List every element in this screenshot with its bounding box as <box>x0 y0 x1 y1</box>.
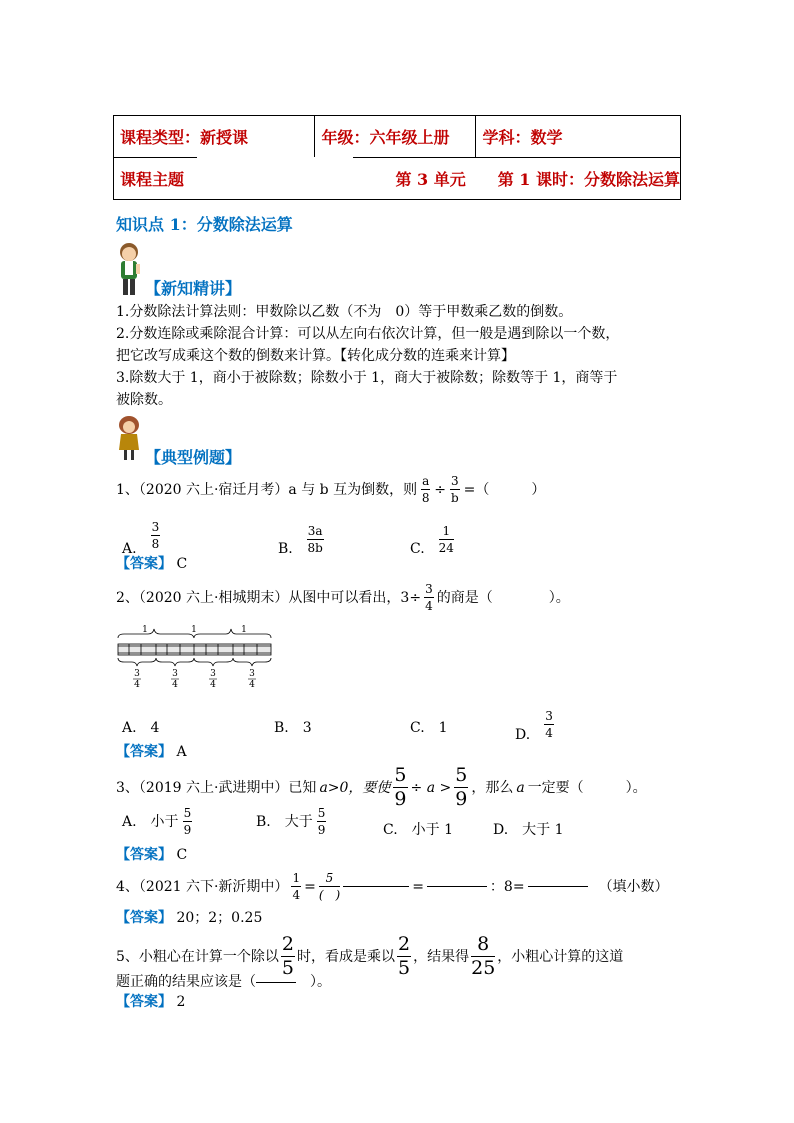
fig-bottom-num-2: 3 <box>172 669 178 679</box>
q1-answer: 【答案】 C <box>116 556 188 572</box>
teacher-girl-icon <box>116 414 142 462</box>
rule-line-2: 2.分数连除或乘除混合计算：可以从左向右依次计算，但一般是遇到除以一个数， <box>116 326 620 342</box>
fig-bottom-num-1: 3 <box>134 669 140 679</box>
q2-suffix: 的商是（ ）。 <box>436 589 570 606</box>
q4-blank-2[interactable] <box>427 886 487 887</box>
q5-answer: 【答案】 2 <box>116 994 186 1010</box>
fig-bottom-den-3: 4 <box>210 680 216 690</box>
question-4: 4、（2021 六下·新沂期中） $\frac{1}{4}$ = $\frac{5}{( )}$ = ：8= （填小数） <box>116 871 669 902</box>
q3-answer: 【答案】 C <box>116 847 188 863</box>
fig-top-label-3: 1 <box>241 625 247 635</box>
rule-line-4: 3.除数大于 1，商小于被除数；除数小于 1，商大于被除数；除数等于 1，商等于 <box>116 370 618 386</box>
q1-fraction-2: $\frac{3}{b}$ <box>450 474 459 505</box>
q3-option-a: A. 小于 $\frac{5}{9}$ <box>122 806 192 837</box>
fig-bottom-num-3: 3 <box>210 669 216 679</box>
q2-option-a: A. 4 <box>122 720 160 736</box>
fig-top-label-2: 1 <box>191 625 197 635</box>
q2-option-d: D. $\frac{3}{4}$ <box>515 708 553 743</box>
q1-divide: ÷ <box>434 481 446 498</box>
topic-label-cell: 课程主题 <box>114 158 315 200</box>
knowledge-point-title: 知识点 1：分数除法运算 <box>116 215 293 234</box>
q3-option-c: C. 小于 1 <box>383 822 454 838</box>
fig-bottom-den-2: 4 <box>172 680 178 690</box>
table-mask <box>197 157 353 199</box>
q2-bar-diagram <box>116 624 276 690</box>
q4-answer: 【答案】 20；2；0.25 <box>116 910 263 926</box>
new-knowledge-heading: 【新知精讲】 <box>145 279 242 298</box>
question-2: 2、（2020 六上·相城期末）从图中可以看出，3÷ $\frac{3}{4}$ 的商是（ ）。 <box>116 582 570 613</box>
q3-option-d: D. 大于 1 <box>493 822 564 838</box>
q4-blank-1[interactable] <box>343 886 409 887</box>
q1-option-b: B. $\frac{3a}{8b}$ <box>278 523 323 557</box>
question-3: 3、（2019 六上·武进期中）已知 a>0，要使 $\frac{5}{9}$ ÷ a > $\frac{5}{9}$ ，那么 a 一定要（ ）。 <box>116 764 647 810</box>
teacher-boy-icon <box>116 240 142 300</box>
q3-option-b: B. 大于 $\frac{5}{9}$ <box>256 806 326 837</box>
question-5: 5、小粗心在计算一个除以 $\frac{2}{5}$ 时，看成是乘以 $\frac{2}{5}$ ，结果得 $\frac{8}{25}$ ，小粗心计算的这道 <box>116 933 624 979</box>
q1-option-a: A. $\frac{3}{8}$ <box>122 519 160 557</box>
q1-option-c: C. $\frac{1}{24}$ <box>410 523 454 557</box>
q2-answer: 【答案】 A <box>116 744 187 760</box>
q2-prefix: 2、（2020 六上·相城期末）从图中可以看出，3÷ <box>116 589 422 606</box>
fig-top-label-1: 1 <box>142 625 148 635</box>
q5-line-2: 题正确的结果应该是（ ）。 <box>116 974 331 990</box>
q2-option-c: C. 1 <box>410 720 448 736</box>
q1-prefix: 1、（2020 六上·宿迁月考）a 与 b 互为倒数，则 <box>116 481 418 498</box>
grade-cell: 年级：六年级上册 <box>315 116 476 158</box>
q2-option-b: B. 3 <box>274 720 312 736</box>
fig-bottom-num-4: 3 <box>249 669 255 679</box>
fig-bottom-den-1: 4 <box>134 680 140 690</box>
q1-suffix: =（ ） <box>463 481 546 498</box>
subject-cell: 学科：数学 <box>476 116 681 158</box>
q1-fraction-1: $\frac{a}{8}$ <box>421 474 430 505</box>
rule-line-3: 把它改写成乘这个数的倒数来计算。【转化成分数的连乘来计算】 <box>116 348 515 364</box>
course-type-cell: 课程类型：新授课 <box>114 116 315 158</box>
topic-value-cell: 第 3 单元 第 1 课时：分数除法运算 <box>315 158 681 200</box>
examples-heading: 【典型例题】 <box>145 448 242 467</box>
rule-line-1: 1.分数除法计算法则：甲数除以乙数（不为 0）等于甲数乘乙数的倒数。 <box>116 304 573 320</box>
fig-bottom-den-4: 4 <box>249 680 255 690</box>
q4-blank-3[interactable] <box>528 886 588 887</box>
q5-blank[interactable] <box>256 982 296 983</box>
question-1 <box>116 475 545 504</box>
rule-line-5: 被除数。 <box>116 392 172 408</box>
